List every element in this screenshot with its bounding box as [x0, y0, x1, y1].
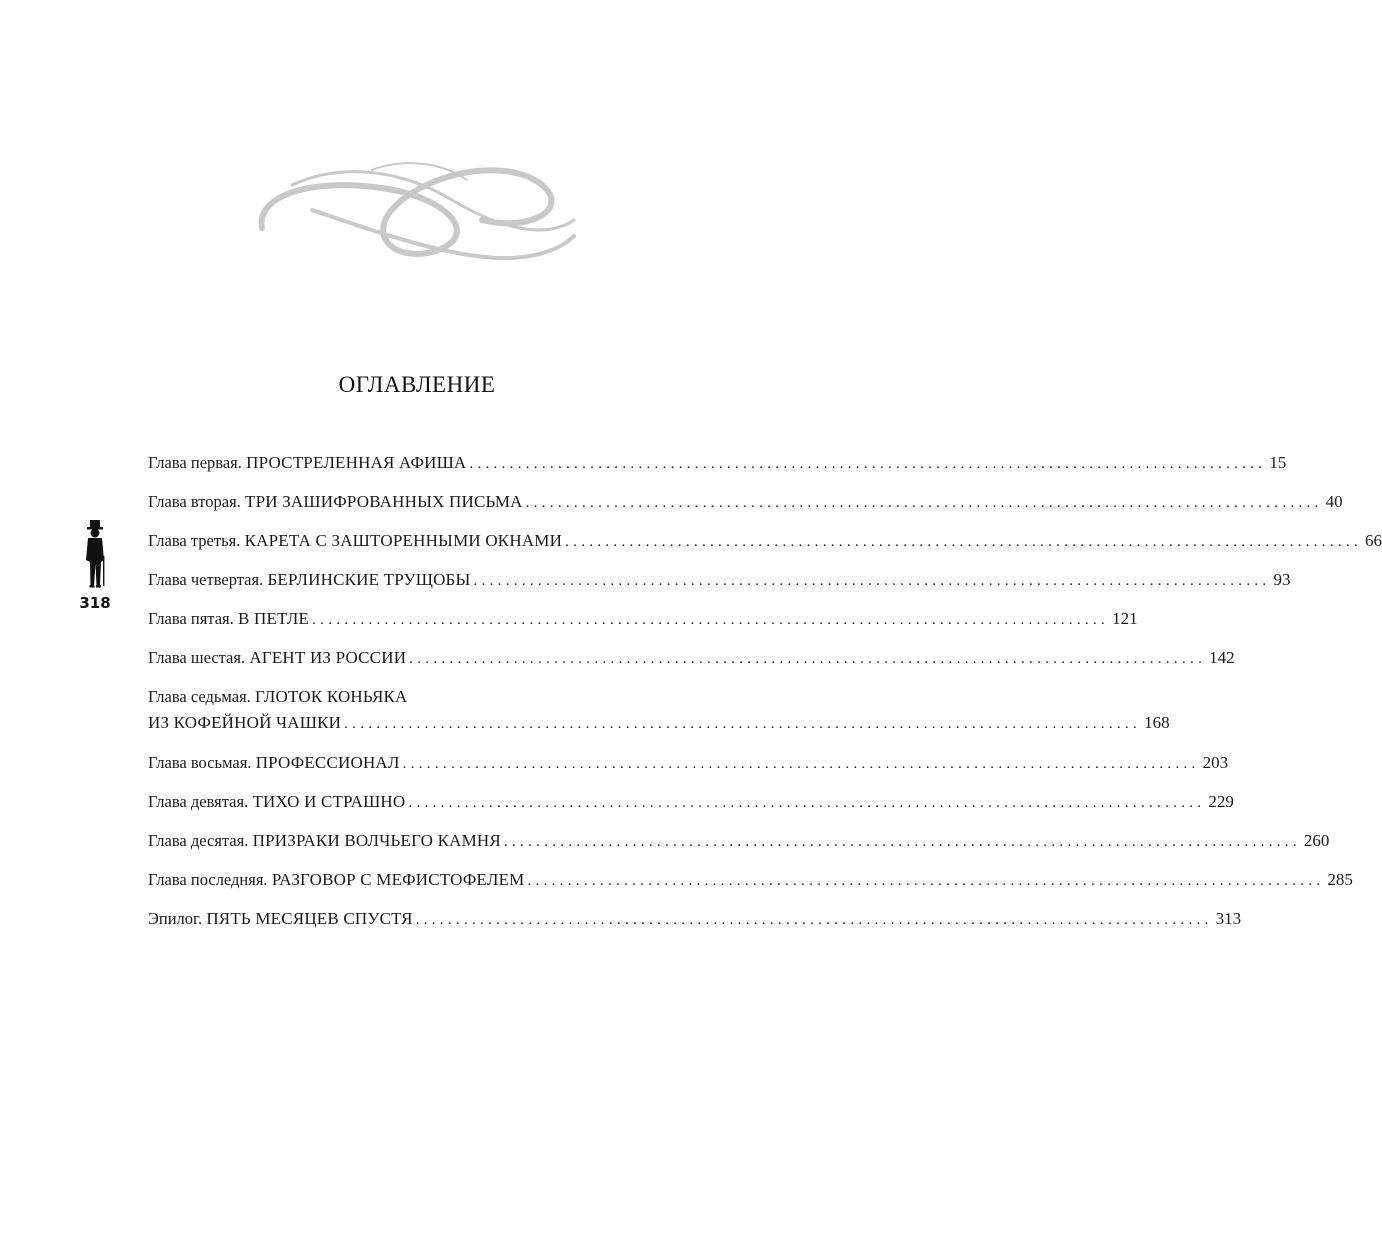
dot-leader: ...................................................................................................	[469, 456, 1267, 472]
toc-entry	[148, 830, 1330, 869]
toc-entry	[148, 452, 1287, 491]
chapter-page: 313	[1215, 909, 1242, 928]
toc-entry	[148, 686, 1170, 752]
page-title: ОГЛАВЛЕНИЕ	[338, 372, 496, 397]
toc-entry	[148, 569, 1291, 608]
chapter-title: ГЛОТОК КОНЬЯКА	[255, 687, 408, 706]
chapter-title: ТРИ ЗАШИФРОВАННЫХ ПИСЬМА	[245, 492, 523, 511]
chapter-title: В ПЕТЛЕ	[238, 609, 310, 628]
chapter-title-continued: ИЗ КОФЕЙНОЙ ЧАШКИ	[148, 713, 342, 732]
swirl-ornament-icon	[252, 140, 582, 270]
chapter-label: Глава четвертая.	[148, 570, 264, 589]
chapter-page: 93	[1273, 570, 1291, 589]
chapter-title: АГЕНТ ИЗ РОССИИ	[249, 648, 407, 667]
chapter-label: Глава третья.	[148, 531, 241, 550]
chapter-title: ТИХО И СТРАШНО	[252, 792, 406, 811]
toc-entry	[148, 647, 1235, 686]
chapter-label: Глава седьмая.	[148, 687, 251, 706]
chapter-title: РАЗГОВОР С МЕФИСТОФЕЛЕМ	[271, 870, 525, 889]
chapter-page: 142	[1209, 648, 1235, 667]
dot-leader: ...................................................................................................	[503, 834, 1301, 850]
page-number: 318	[79, 594, 111, 612]
chapter-label: Глава первая.	[148, 453, 242, 472]
toc-entry	[148, 752, 1229, 791]
chapter-title: ПРИЗРАКИ ВОЛЧЬЕГО КАМНЯ	[252, 831, 501, 850]
dot-leader: ...................................................................................................	[565, 534, 1363, 550]
table-of-contents	[148, 452, 1382, 947]
chapter-page: 121	[1112, 609, 1138, 628]
chapter-title: ПРОФЕССИОНАЛ	[255, 753, 400, 772]
chapter-page: 260	[1303, 831, 1330, 850]
chapter-label: Глава десятая.	[148, 831, 249, 850]
chapter-label: Эпилог.	[148, 909, 203, 928]
dot-leader: ...................................................................................................	[415, 912, 1213, 928]
chapter-page: 203	[1202, 753, 1229, 772]
dot-leader: ...................................................................................................	[402, 756, 1200, 772]
chapter-title: ПЯТЬ МЕСЯЦЕВ СПУСТЯ	[206, 909, 413, 928]
dot-leader: ...................................................................................................	[473, 573, 1271, 589]
dot-leader: ...................................................................................................	[527, 873, 1325, 889]
chapter-label: Глава девятая.	[148, 792, 249, 811]
chapter-page: 40	[1325, 492, 1343, 511]
dot-leader: ...................................................................................................	[409, 651, 1207, 667]
dot-leader: ...................................................................................................	[344, 716, 1142, 732]
toc-entry	[148, 869, 1353, 908]
chapter-title: БЕРЛИНСКИЕ ТРУЩОБЫ	[267, 570, 471, 589]
gentleman-silhouette-icon	[80, 520, 110, 588]
chapter-page: 229	[1208, 792, 1234, 811]
dot-leader: ...................................................................................................	[312, 612, 1110, 628]
toc-entry	[148, 491, 1343, 530]
chapter-label: Глава восьмая.	[148, 753, 252, 772]
chapter-page: 285	[1327, 870, 1353, 889]
chapter-page: 168	[1144, 713, 1170, 732]
chapter-label: Глава пятая.	[148, 609, 234, 628]
dot-leader: ...................................................................................................	[408, 795, 1206, 811]
chapter-label: Глава вторая.	[148, 492, 241, 511]
chapter-label: Глава последняя.	[148, 870, 268, 889]
toc-entry	[148, 530, 1382, 569]
toc-entry	[148, 608, 1138, 647]
dot-leader: ...................................................................................................	[525, 495, 1323, 511]
chapter-page: 66	[1365, 531, 1382, 550]
chapter-title: КАРЕТА С ЗАШТОРЕННЫМИ ОКНАМИ	[244, 531, 563, 550]
toc-entry	[148, 908, 1242, 947]
page-marker	[78, 520, 112, 612]
chapter-label: Глава шестая.	[148, 648, 246, 667]
chapter-title: ПРОСТРЕЛЕННАЯ АФИША	[246, 453, 467, 472]
toc-entry	[148, 791, 1234, 830]
chapter-page: 15	[1269, 453, 1287, 472]
